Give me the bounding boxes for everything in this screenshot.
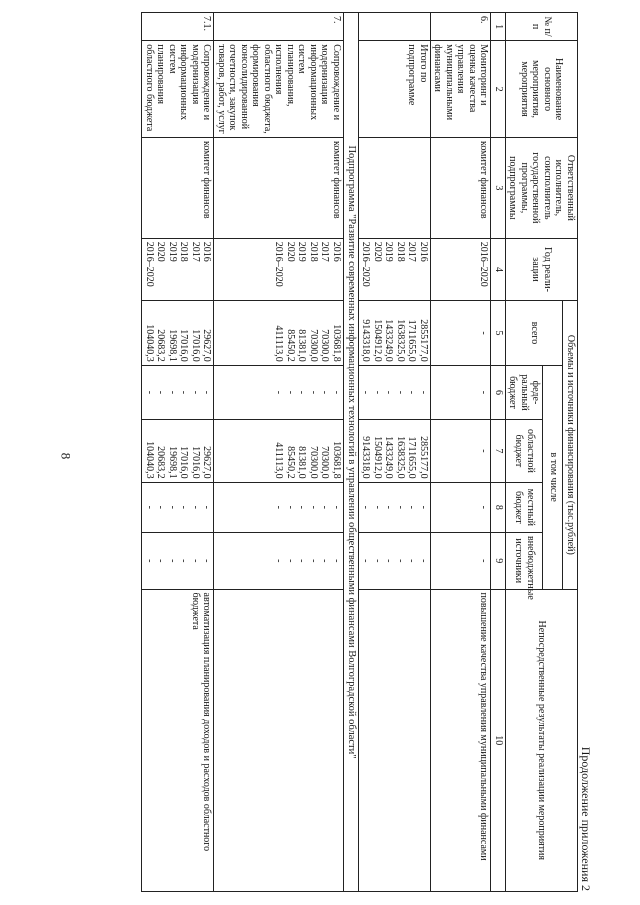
- col-number: 2: [491, 41, 506, 138]
- row-number: 7.1.: [142, 13, 214, 41]
- table-row: [214, 13, 344, 892]
- col-number: 10: [491, 589, 506, 891]
- year: 2016–2020: [431, 238, 492, 300]
- years-list: 2016 2017 2018 2019 2020 2016–2020: [214, 238, 344, 300]
- loc-list: - - - - - -: [214, 482, 344, 532]
- table-row: [142, 13, 214, 892]
- col-fed-header: феде-ральный бюджет: [506, 365, 544, 419]
- itogo-label: Итого по подпрограмме: [359, 41, 431, 138]
- col-number: 9: [491, 533, 506, 589]
- col-total-header: всего: [506, 301, 564, 366]
- row-number: 6.: [431, 13, 492, 41]
- total-list: 2855177,0 1711655,0 1638325,0 1433249,0 1504912,0 9143318,0: [359, 301, 431, 366]
- col-no-header: № п/п: [506, 13, 578, 41]
- subprogram-title: Подпрограмма "Развитие современных информационных технологий в управлении общественными финансами Волгоградской области": [343, 13, 358, 892]
- col-number: 4: [491, 238, 506, 300]
- financing-table: [141, 12, 578, 892]
- measure-name: Мониторинг и оценка качества управления муниципальными финансами: [431, 41, 492, 138]
- row-number: 7.: [214, 13, 344, 41]
- col-name-header: Наименование основного мероприятия, мероприятия: [506, 41, 578, 138]
- col-number: 3: [491, 137, 506, 238]
- fed-list: - - - - - -: [214, 365, 344, 419]
- years-list: 2016 2017 2018 2019 2020 2016–2020: [359, 238, 431, 300]
- ext-value: -: [431, 533, 492, 589]
- executor: комитет финансов: [431, 137, 492, 238]
- col-reg-header: областной бюджет: [506, 420, 544, 482]
- col-ext-header: внебюджетные источники: [506, 533, 544, 589]
- result: повышение качества управления муниципальными финансами: [431, 589, 492, 891]
- col-number: 8: [491, 482, 506, 532]
- executor: комитет финансов: [142, 137, 214, 238]
- loc-list: - - - - - -: [359, 482, 431, 532]
- col-results-header: Непосредственные результаты реализации мероприятия: [506, 589, 578, 891]
- appendix-heading: Продолжение приложения 2: [579, 746, 593, 891]
- ext-list: - - - - - -: [142, 533, 214, 589]
- fed-list: - - - - - -: [142, 365, 214, 419]
- subprogram-row: [343, 13, 358, 892]
- total-value: -: [431, 301, 492, 366]
- col-volumes-header: Объемы и источники финансирования (тыс.рублей): [563, 301, 578, 589]
- col-year-header: Год реали-зации: [506, 238, 578, 300]
- total-list: 103681,8 70300,0 70300,0 81381,0 85450,2 411113,0: [214, 301, 344, 366]
- table-row: [359, 13, 431, 892]
- col-loc-header: местный бюджет: [506, 482, 544, 532]
- col-number: 7: [491, 420, 506, 482]
- col-number: 1: [491, 13, 506, 41]
- reg-list: 29627,0 17016,0 17016,0 19698,1 20683,2 104040,3: [142, 420, 214, 482]
- page-number: 8: [58, 452, 74, 460]
- loc-value: -: [431, 482, 492, 532]
- col-number: 6: [491, 365, 506, 419]
- ext-list: - - - - - -: [359, 533, 431, 589]
- col-executor-header: Ответственный исполнитель, соисполнитель государственной программы, подпрограммы: [506, 137, 578, 238]
- reg-list: 2855177,0 1711655,0 1638325,0 1433249,0 1504912,0 9143318,0: [359, 420, 431, 482]
- result: [214, 589, 344, 891]
- reg-list: 103681,8 70300,0 70300,0 81381,0 85450,2 411113,0: [214, 420, 344, 482]
- column-number-row: [491, 13, 506, 892]
- executor: комитет финансов: [214, 137, 344, 238]
- header-row-1: [563, 13, 578, 892]
- col-number: 5: [491, 301, 506, 366]
- years-list: 2016 2017 2018 2019 2020 2016–2020: [142, 238, 214, 300]
- reg-value: -: [431, 420, 492, 482]
- ext-list: - - - - - -: [214, 533, 344, 589]
- fed-value: -: [431, 365, 492, 419]
- table-row: [431, 13, 492, 892]
- measure-name: Сопровождение и модернизация информационных систем планирования областного бюджета: [142, 41, 214, 138]
- result: автоматизация планирования доходов и расходов областного бюджета: [142, 589, 214, 891]
- loc-list: - - - - - -: [142, 482, 214, 532]
- total-list: 29627,0 17016,0 17016,0 19698,1 20683,2 104040,3: [142, 301, 214, 366]
- measure-name: Сопровождение и модернизация информационных систем планирования, исполнения областного бюджета, формирования консолидированной отчетности, закупок товаров, работ, услуг: [214, 41, 344, 138]
- fed-list: - - - - - -: [359, 365, 431, 419]
- col-incl-header: в том числе: [543, 365, 563, 589]
